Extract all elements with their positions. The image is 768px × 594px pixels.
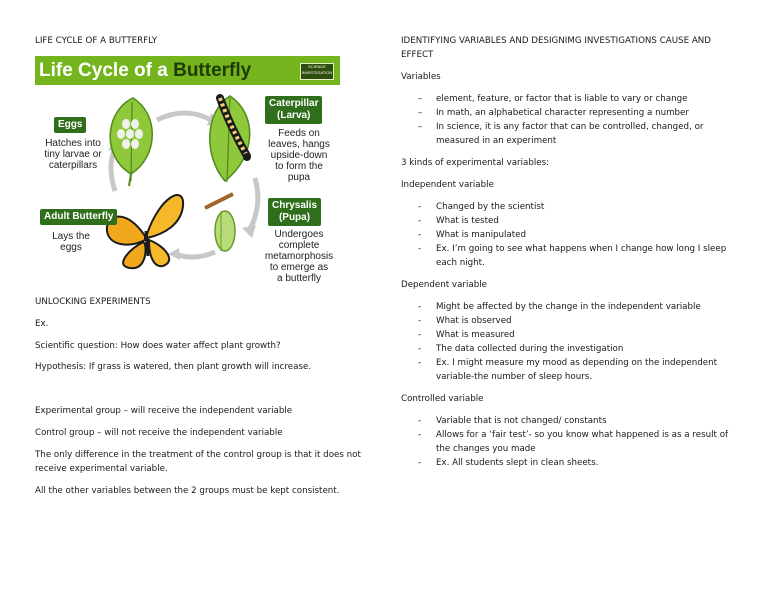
- bullet-dash: –: [418, 108, 423, 118]
- all-other-variables: All the other variables between the 2 groups must be kept consistent.: [35, 486, 340, 496]
- caterpillar-icon: [210, 96, 251, 182]
- bullet-hyphen: -: [418, 316, 422, 326]
- arrow-eggs-to-caterpillar: [157, 113, 211, 120]
- chrysalis-label-line: (Pupa): [278, 212, 311, 223]
- eggs-label: Eggs: [54, 117, 86, 133]
- list-item: Changed by the scientist: [436, 202, 545, 212]
- experimental-group: Experimental group – will receive the independent variable: [35, 406, 293, 416]
- bullet-dash: –: [418, 94, 423, 104]
- list-item: Ex. All students slept in clean sheets.: [436, 458, 599, 468]
- controlled-heading: Controlled variable: [401, 394, 484, 404]
- list-item-continuation: the changes you made: [436, 444, 536, 454]
- example-label: Ex.: [35, 319, 49, 329]
- arrow-caterpillar-to-chrysalis: [249, 178, 258, 231]
- butterfly-life-cycle-figure: [35, 56, 340, 288]
- eggs-description: [40, 138, 106, 171]
- bullet-hyphen: -: [418, 230, 422, 240]
- eggs-desc-line: caterpillars: [48, 160, 98, 171]
- list-item: Variable that is not changed/ constants: [436, 416, 607, 426]
- dependent-heading: Dependent variable: [401, 280, 487, 290]
- chrysalis-desc-line: Undergoes: [274, 229, 324, 240]
- only-difference-line2: receive experimental variable.: [35, 464, 168, 474]
- adult-desc-line: eggs: [60, 242, 82, 253]
- chrysalis-desc-line: to emerge as: [269, 262, 329, 273]
- bullet-hyphen: -: [418, 216, 422, 226]
- list-item-continuation: variable-the number of sleep hours.: [436, 372, 593, 382]
- adult-desc-line: Lays the: [52, 231, 90, 242]
- list-item: Ex. I’m going to see what happens when I change how long I sleep: [436, 244, 727, 254]
- control-group: Control group – will not receive the independent variable: [35, 428, 283, 438]
- caterpillar-desc-line: to form the: [275, 161, 323, 172]
- list-item: What is measured: [436, 330, 515, 340]
- bullet-hyphen: -: [418, 416, 422, 426]
- caterpillar-label: [265, 96, 322, 124]
- caterpillar-label-line: Caterpillar: [269, 98, 319, 109]
- scientific-question: Scientific question: How does water affect plant growth?: [35, 341, 281, 351]
- bullet-hyphen: -: [418, 330, 422, 340]
- life-cycle-heading: LIFE CYCLE OF A BUTTERFLY: [35, 36, 158, 46]
- caterpillar-desc-line: leaves, hangs: [268, 139, 330, 150]
- chrysalis-desc-line: metamorphosis: [264, 251, 334, 262]
- list-item: The data collected during the investigation: [436, 344, 624, 354]
- list-item: What is manipulated: [436, 230, 527, 240]
- bullet-hyphen: -: [418, 344, 422, 354]
- chrysalis-icon: [205, 194, 235, 251]
- list-item: What is tested: [436, 216, 499, 226]
- variables-heading: Variables: [401, 72, 441, 82]
- caterpillar-desc-line: pupa: [287, 172, 311, 183]
- bullet-hyphen: -: [418, 358, 422, 368]
- caterpillar-desc-line: upside-down: [270, 150, 328, 161]
- only-difference-line1: The only difference in the treatment of the control group is that it does not: [35, 450, 361, 460]
- bullet-hyphen: -: [418, 430, 422, 440]
- chrysalis-label: [268, 198, 321, 226]
- list-item: Allows for a ‘fair test’- so you know what happened is as a result of: [436, 430, 729, 440]
- adult-butterfly-label: Adult Butterfly: [40, 209, 117, 225]
- list-item: In science, it is any factor that can be controlled, changed, or: [436, 122, 704, 132]
- figure-title-part2: Butterfly: [173, 60, 252, 81]
- figure-title-part1: Life Cycle of a: [39, 60, 174, 81]
- logo-text-1: SCIENCE: [308, 64, 326, 69]
- bullet-hyphen: -: [418, 302, 422, 312]
- eggs-desc-line: Hatches into: [45, 138, 101, 149]
- logo-text-2: INVESTIGATION: [301, 70, 333, 75]
- list-item-continuation: measured in an experiment: [436, 136, 557, 146]
- caterpillar-label-line: (Larva): [277, 110, 311, 121]
- egg-leaf-icon: [110, 98, 152, 186]
- bullet-hyphen: -: [418, 202, 422, 212]
- arrow-chrysalis-to-adult: [175, 252, 215, 257]
- right-heading-line2: EFFECT: [401, 50, 434, 60]
- chrysalis-desc-line: complete: [278, 240, 320, 251]
- list-item: What is observed: [436, 316, 512, 326]
- right-heading-line1: IDENTIFYING VARIABLES AND DESIGNIMG INVESTIGATIONS CAUSE AND: [401, 36, 711, 46]
- chrysalis-label-line: Chrysalis: [272, 200, 318, 211]
- list-item: Ex. I might measure my mood as depending on the independent: [436, 358, 717, 368]
- bullet-hyphen: -: [418, 244, 422, 254]
- bullet-dash: –: [418, 122, 423, 132]
- bullet-hyphen: -: [418, 458, 422, 468]
- list-item-continuation: each night.: [436, 258, 485, 268]
- chrysalis-desc-line: a butterfly: [277, 273, 321, 284]
- list-item: element, feature, or factor that is liable to vary or change: [436, 94, 688, 104]
- kinds-of-variables: 3 kinds of experimental variables:: [401, 158, 550, 168]
- butterfly-icon: [107, 195, 183, 268]
- caterpillar-desc-line: Feeds on: [278, 128, 320, 139]
- eggs-desc-line: tiny larvae or: [44, 149, 102, 160]
- chrysalis-description: [261, 229, 337, 284]
- unlocking-heading: UNLOCKING EXPERIMENTS: [35, 297, 151, 307]
- caterpillar-description: [263, 128, 335, 183]
- arrow-head-2: [242, 225, 256, 238]
- list-item: Might be affected by the change in the independent variable: [436, 302, 701, 312]
- list-item: In math, an alphabetical character representing a number: [436, 108, 689, 118]
- hypothesis: Hypothesis: If grass is watered, then plant growth will increase.: [35, 362, 312, 372]
- independent-heading: Independent variable: [401, 180, 494, 190]
- adult-description: [45, 231, 97, 253]
